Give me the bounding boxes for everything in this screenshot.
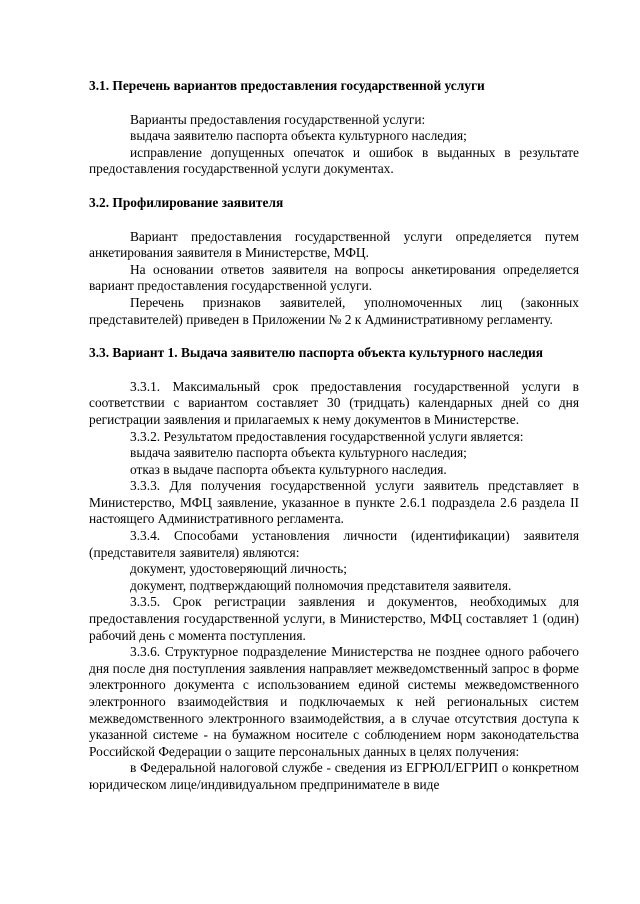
paragraph: 3.3.3. Для получения государственной услуги заявитель представляет в Министерство, МФЦ заявление, указанное в пункте 2.6.1 подраздела 2.6 раздела II настоящего Административного регламента. [89,478,579,527]
section-heading: 3.1. Перечень вариантов предоставления государственной услуги [89,78,485,93]
paragraph: На основании ответов заявителя на вопросы анкетирования определяется вариант предоставления государственной услуги. [89,261,579,294]
paragraph: выдача заявителю паспорта объекта культурного наследия; [130,445,467,461]
paragraph: выдача заявителю паспорта объекта культурного наследия; [130,128,467,144]
paragraph: в Федеральной налоговой службе - сведения из ЕГРЮЛ/ЕГРИП о конкретном юридическом лице/индивидуальном предпринимателе в виде [89,760,579,792]
paragraph: исправление допущенных опечаток и ошибок в выданных в результате предоставления государственной услуги документах. [89,144,579,177]
paragraph: 3.3.4. Способами установления личности (идентификации) заявителя (представителя заявителя) являются: [89,528,579,560]
paragraph: 3.3.1. Максимальный срок предоставления государственной услуги в соответствии с вариантом составляет 30 (тридцать) календарных дней со дня регистрации заявления и прилагаемых к нему документов в Министерстве. [89,378,579,427]
document-body [89,78,579,794]
paragraph: 3.3.6. Структурное подразделение Министерства не позднее одного рабочего дня после дня поступления заявления направляет межведомственный запрос в форме электронного документа с использованием единой системы межведомственного электронного взаимодействия и подключаемых к ней региональных систем межведомственного электронного взаимодействия, а в случае отсутствия доступа к указанной системе - на бумажном носителе с соблюдением норм законодательства Российской Федерации о защите персональных данных в целях получения: [89,644,579,759]
paragraph: документ, подтверждающий полномочия представителя заявителя. [130,577,512,593]
paragraph: 3.3.2. Результатом предоставления государственной услуги является: [130,428,524,444]
paragraph: документ, удостоверяющий личность; [130,561,347,577]
paragraph: Перечень признаков заявителей, уполномоченных лиц (законных представителей) приведен в Приложении № 2 к Административному регламенту. [89,294,579,327]
paragraph: 3.3.5. Срок регистрации заявления и документов, необходимых для предоставления государственной услуги, в Министерство, МФЦ составляет 1 (один) рабочий день с момента поступления. [89,594,579,643]
paragraph: отказ в выдаче паспорта объекта культурного наследия. [130,461,447,477]
section-heading: 3.3. Вариант 1. Выдача заявителю паспорта объекта культурного наследия [89,345,543,361]
paragraph: Варианты предоставления государственной услуги: [130,111,426,127]
paragraph: Вариант предоставления государственной услуги определяется путем анкетирования заявителя в Министерстве, МФЦ. [89,228,579,261]
section-heading: 3.2. Профилирование заявителя [89,194,284,210]
